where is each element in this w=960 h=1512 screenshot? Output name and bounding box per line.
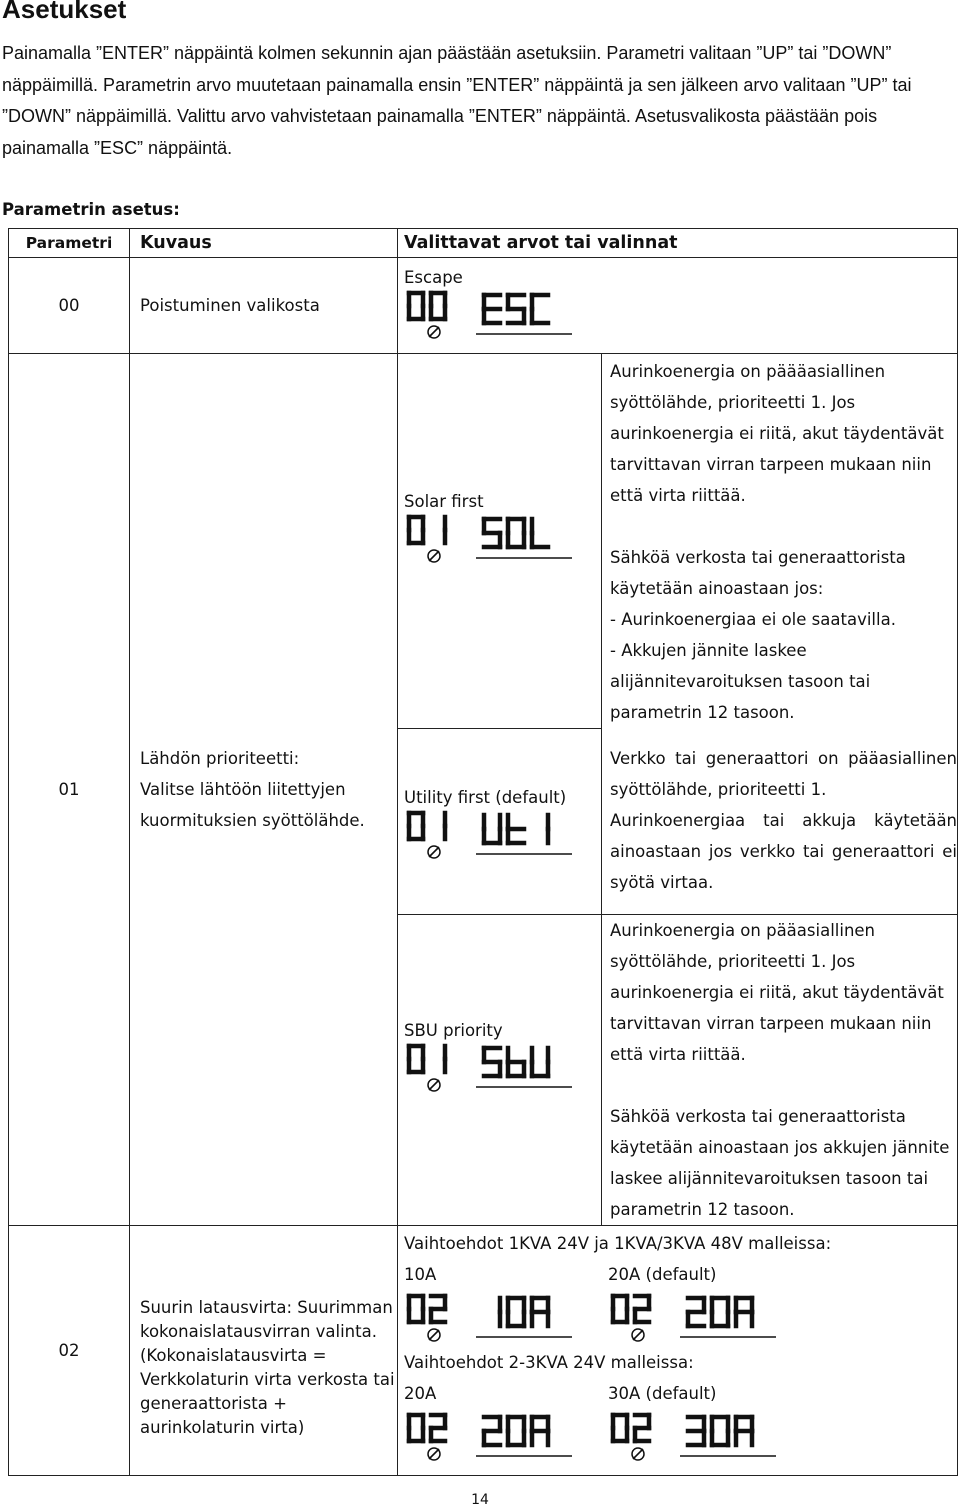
lcd-display-icon xyxy=(404,1290,608,1346)
option-20a xyxy=(404,1378,608,1465)
option-20a-default xyxy=(608,1259,812,1346)
option-label: 30A (default) xyxy=(608,1383,717,1403)
option-escape xyxy=(398,258,958,354)
intro-paragraph: Painamalla ”ENTER” näppäintä kolmen sekunnin ajan päästään asetuksiin. Parametri valitaan ”UP” tai ”DOWN” näppäimillä. Parametrin arvo muutetaan painamalla ensin ”ENTER” näppäintä ja sen jälkeen arvo valitaan ”UP” tai ”DOWN” näppäimillä. Valittu arvo vahvistetaan painamalla ”ENTER” näppäintä. Asetusvalikosta päästään pois painamalla ”ESC” näppäintä. xyxy=(2,43,912,158)
option-utility-first xyxy=(398,728,602,914)
note-sbu-priority xyxy=(602,914,958,1225)
lcd-display-icon xyxy=(404,511,601,567)
table-row-00 xyxy=(9,258,958,354)
lcd-display-icon xyxy=(404,287,957,343)
header-description: Kuvaus xyxy=(130,229,398,258)
option-label: 10A xyxy=(404,1264,437,1284)
option-label: 20A xyxy=(404,1383,437,1403)
option-label: Utility first (default) xyxy=(404,787,567,807)
note-utility-first xyxy=(602,728,958,914)
desc-01-line1: Lähdön prioriteetti: xyxy=(140,748,300,768)
header-parameter: Parametri xyxy=(9,229,130,258)
note-paragraph: Aurinkoenergia on päääasiallinen syöttölähde, prioriteetti 1. Jos aurinkoenergia ei riitä, akut täydentävät tarvittavan virran tarpeen mukaan niin että virta riittää. xyxy=(610,362,944,505)
lcd-display-icon xyxy=(608,1290,812,1346)
param-00: 00 xyxy=(9,258,130,354)
param-01: 01 xyxy=(9,354,130,1226)
param-02: 02 xyxy=(9,1225,130,1475)
option-label: Solar first xyxy=(404,492,484,511)
option-sbu-priority xyxy=(398,914,602,1225)
note-paragraph: - Aurinkoenergiaa ei ole saatavilla. xyxy=(610,610,896,629)
option-10a xyxy=(404,1259,608,1346)
option-30a-default xyxy=(608,1378,812,1465)
note-paragraph: Sähköä verkosta tai generaattorista käytetään ainoastaan jos akkujen jännite laskee alijännitevaroituksen tasoon tai parametrin 12 tasoon. xyxy=(610,1106,950,1219)
table-row-01-solar xyxy=(9,354,958,729)
note-paragraph: Sähköä verkosta tai generaattorista käytetään ainoastaan jos: xyxy=(610,548,906,598)
option-label: 20A (default) xyxy=(608,1264,717,1284)
lcd-display-icon xyxy=(608,1409,812,1465)
lcd-display-icon xyxy=(404,807,601,863)
desc-02: Suurin latausvirta: Suurimman kokonaislatausvirran valinta. (Kokonaislatausvirta = Verkkolaturin virta verkosta tai generaattorista + aurinkolaturin virta) xyxy=(130,1225,398,1475)
section-title: Parametrin asetus: xyxy=(2,200,180,219)
option-group-1 xyxy=(404,1259,957,1346)
desc-01-line2: Valitse lähtöön liitettyjen kuormituksien syöttölähde. xyxy=(140,779,365,830)
table-row-02 xyxy=(9,1225,958,1475)
parameter-table xyxy=(8,228,958,1476)
page-title: Asetukset xyxy=(2,0,127,24)
table-header-row xyxy=(9,229,958,258)
note-solar-first xyxy=(602,354,958,729)
option-group-2 xyxy=(404,1378,957,1465)
header-values: Valittavat arvot tai valinnat xyxy=(398,229,958,258)
option-solar-first xyxy=(398,354,602,729)
note-paragraph: Aurinkoenergiaa tai akkuja käytetään ainoastaan jos verkko tai generaattori ei syötä virtaa. xyxy=(610,811,958,893)
note-paragraph: - Akkujen jännite laskee alijännitevaroituksen tasoon tai parametrin 12 tasoon. xyxy=(610,641,871,722)
page-number: 14 xyxy=(471,1492,489,1508)
option-label: SBU priority xyxy=(404,1020,503,1040)
lcd-display-icon xyxy=(404,1409,608,1465)
note-paragraph: Aurinkoenergia on pääasiallinen syöttölähde, prioriteetti 1. Jos aurinkoenergia ei riitä, akut täydentävät tarvittavan virran tarpeen mukaan niin että virta riittää. xyxy=(610,920,944,1064)
option-label: Escape xyxy=(404,268,463,287)
lcd-display-icon xyxy=(404,1040,601,1096)
desc-00: Poistuminen valikosta xyxy=(130,258,398,354)
group-title: Vaihtoehdot 2-3KVA 24V malleissa: xyxy=(404,1352,694,1372)
desc-01 xyxy=(130,354,398,1226)
option-charge-current xyxy=(398,1225,958,1475)
group-title: Vaihtoehdot 1KVA 24V ja 1KVA/3KVA 48V malleissa: xyxy=(404,1233,832,1253)
note-paragraph: Verkko tai generaattori on pääasiallinen syöttölähde, prioriteetti 1. xyxy=(610,749,958,800)
